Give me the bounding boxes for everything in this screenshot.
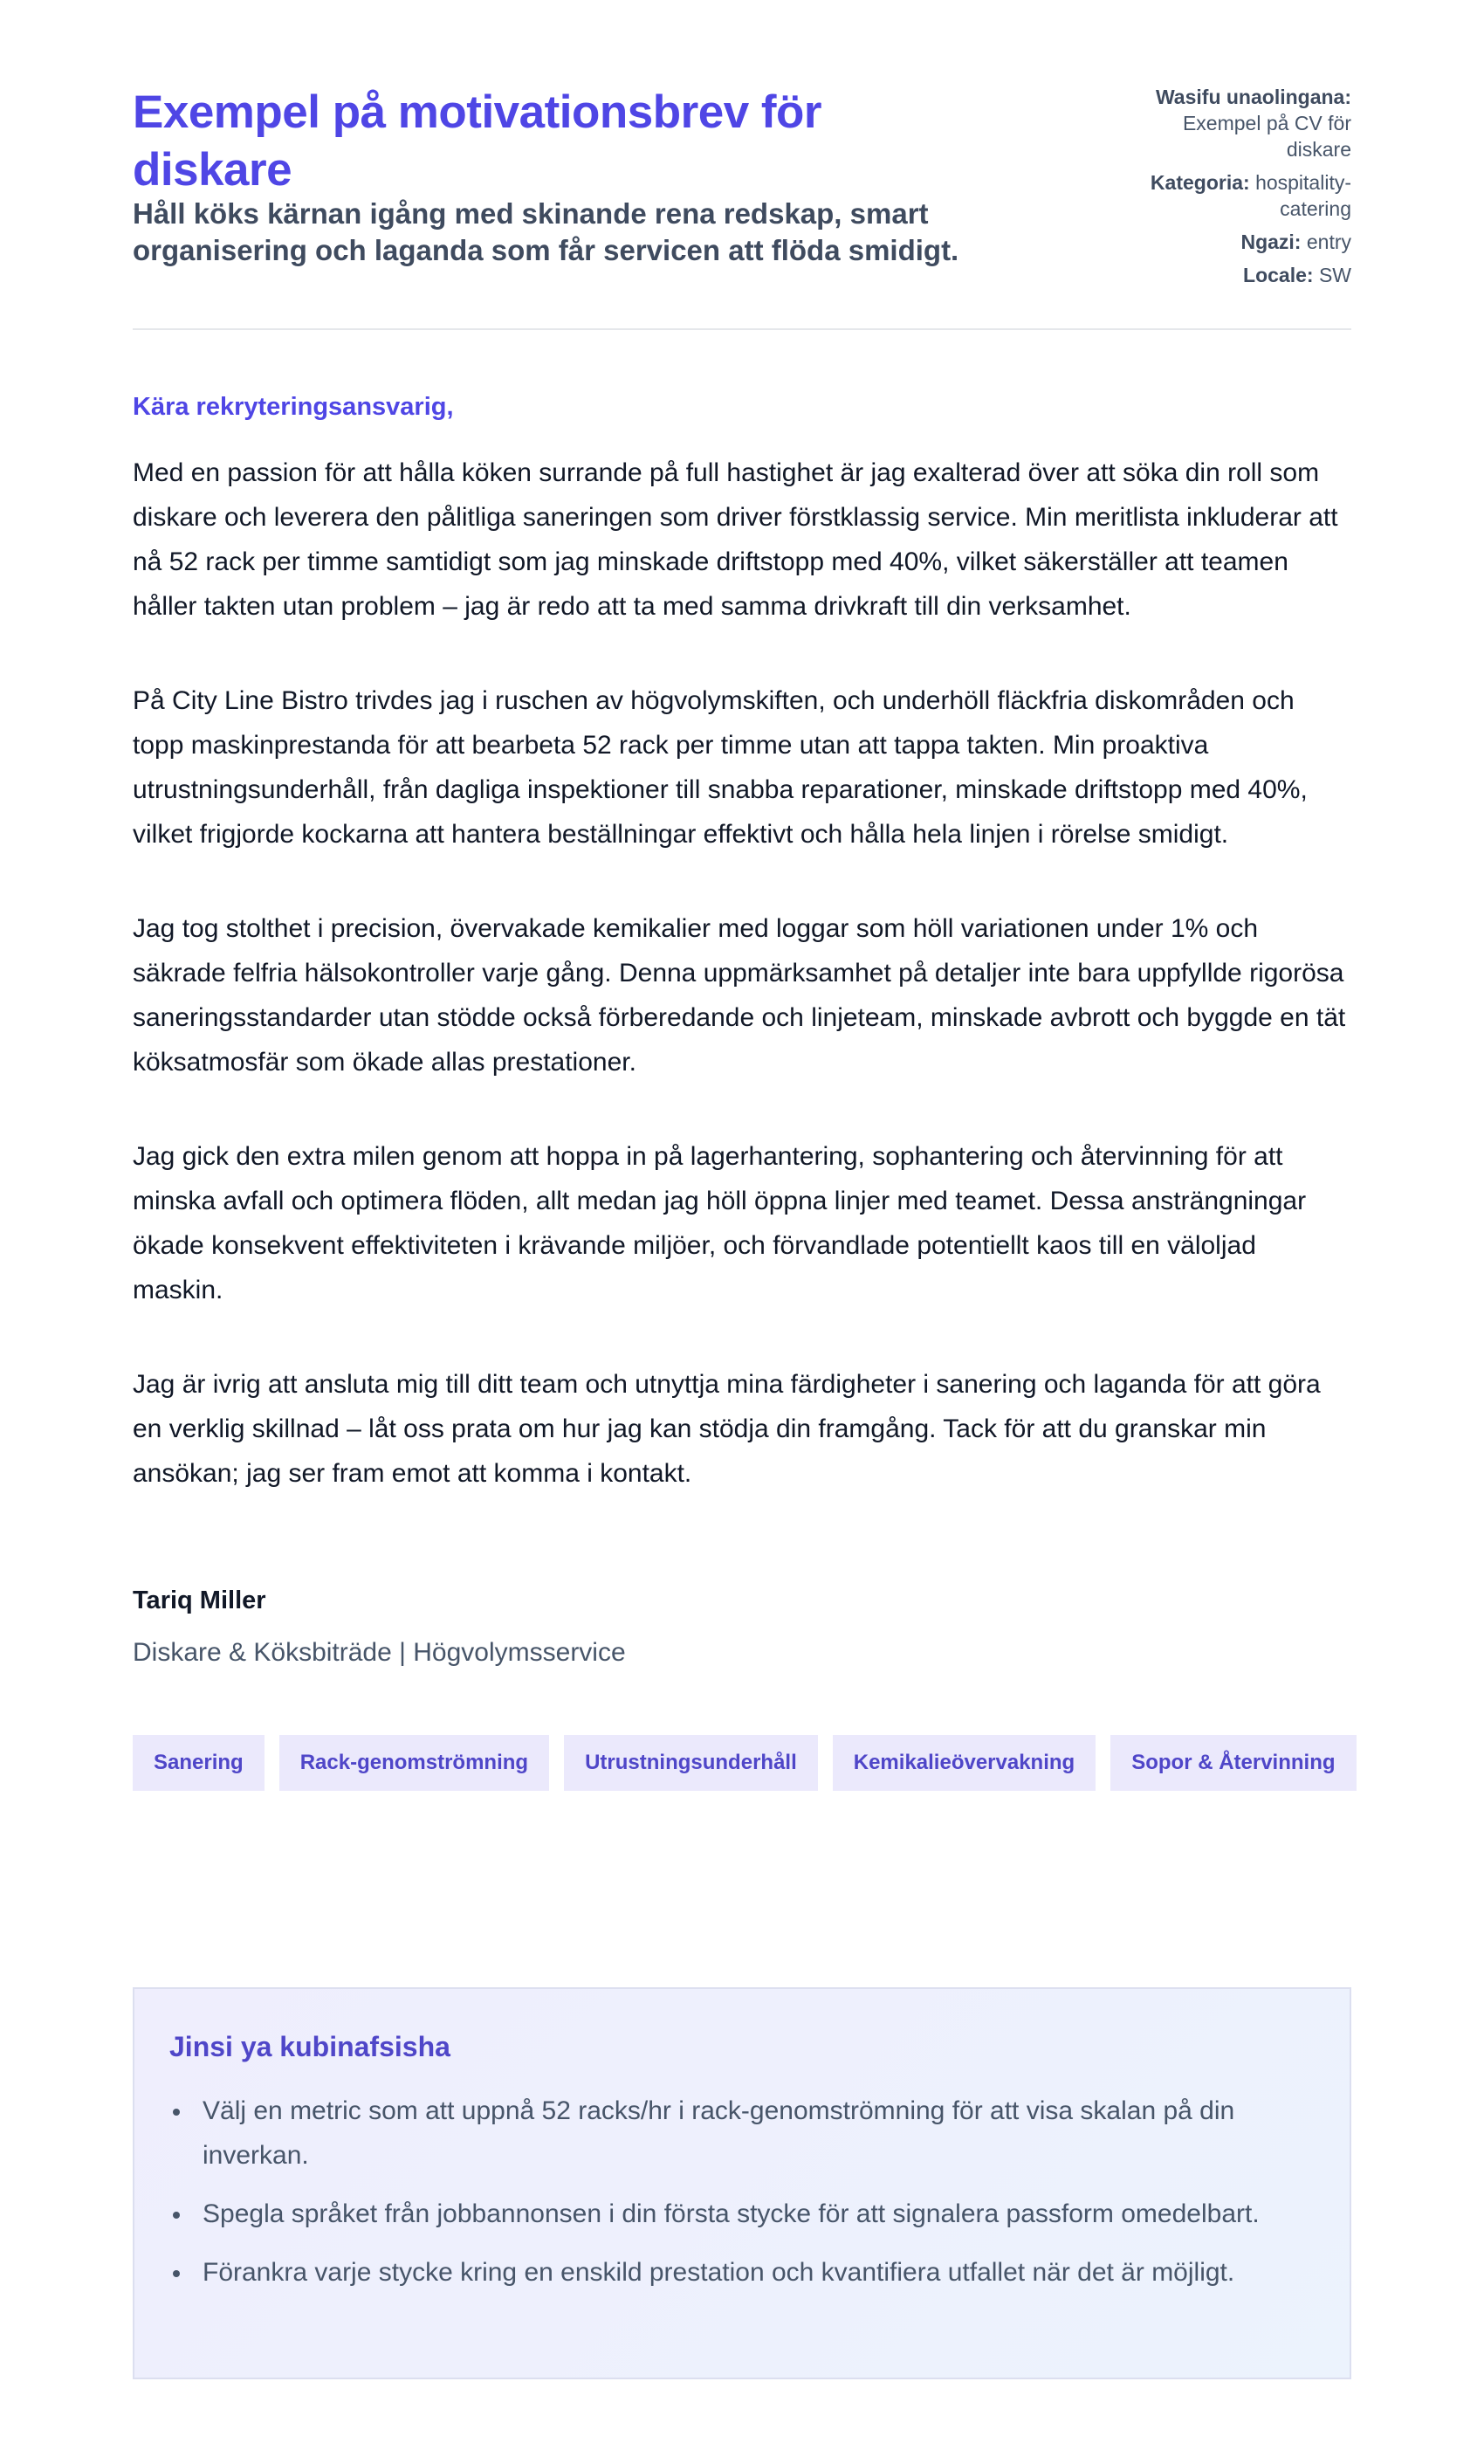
- tips-title: Jinsi ya kubinafsisha: [169, 2031, 450, 2062]
- page-title: Exempel på motivationsbrev för diskare: [133, 86, 822, 196]
- letter-body: [133, 389, 1351, 1496]
- skill-tag: Utrustningsunderhåll: [564, 1735, 818, 1791]
- meta-level-label: Ngazi:: [1240, 231, 1302, 253]
- letter-paragraph: På City Line Bistro trivdes jag i ruschen av högvolymskiften, och underhöll fläckfria diskområden och topp maskinprestanda för att bearbeta 52 rack per timme utan att tappa takten. Min proaktiva utrustningsunderhåll, från dagliga inspektioner till snabba reparationer, minskade driftstopp med 40%, vilket frigjorde kockarna att hantera beställningar effektivt och hålla hela linjen i rörelse smidigt.: [133, 686, 1308, 849]
- letter-paragraph: Jag tog stolthet i precision, övervakade kemikalier med loggar som höll variationen under 1% och säkrade felfria hälsokontroller varje gång. Denna uppmärksamhet på detaljer inte bara uppfyllde rigorösa saneringsstandarder utan stödde också förberedande och linjeteam, minskade avbrott och byggde en tät köksatmosfär som ökade allas prestationer.: [133, 914, 1346, 1077]
- meta-category-label: Kategoria:: [1150, 171, 1250, 194]
- skill-tag: Kemikalieövervakning: [833, 1735, 1096, 1791]
- meta-level-value: entry: [1306, 231, 1351, 253]
- skill-tag: Sanering: [133, 1735, 265, 1791]
- skill-tag: Rack-genomströmning: [279, 1735, 549, 1791]
- letter-paragraph: Jag gick den extra milen genom att hoppa in på lagerhantering, sophantering och återvinning för att minska avfall och optimera flöden, allt medan jag höll öppna linjer med teamet. Dessa ansträngningar ökade konsekvent effektiviteten i krävande miljöer, och förvandlade potentiellt kaos till en väloljad maskin.: [133, 1142, 1307, 1304]
- tip-item: Spegla språket från jobbannonsen i din första stycke för att signalera passform omedelbart.: [169, 2192, 1315, 2236]
- meta-locale-label: Locale:: [1243, 264, 1314, 286]
- meta-locale-value: SW: [1318, 264, 1351, 286]
- tip-item: Välj en metric som att uppnå 52 racks/hr i rack-genomströmning för att visa skalan på din inverkan.: [169, 2089, 1315, 2178]
- skill-tag: Sopor & Återvinning: [1110, 1735, 1356, 1791]
- customization-tips-box: [133, 1987, 1351, 2379]
- signature-title: Diskare & Köksbiträde | Högvolymsservice: [133, 1638, 626, 1667]
- page-header: [133, 84, 1351, 330]
- meta-level: [1124, 229, 1351, 255]
- signature-block: [133, 1583, 1351, 1670]
- header-titles: [133, 84, 1075, 269]
- cover-letter-page: [133, 84, 1351, 1791]
- meta-locale: [1124, 262, 1351, 288]
- meta-panel: [1124, 84, 1351, 295]
- meta-category-value: hospitality-catering: [1255, 171, 1351, 220]
- letter-paragraph: Jag är ivrig att ansluta mig till ditt team och utnyttja mina färdigheter i sanering och laganda för att göra en verklig skillnad – låt oss prata om hur jag kan stödja din framgång. Tack för att du granskar min ansökan; jag ser fram emot att komma i kontakt.: [133, 1370, 1321, 1488]
- page-subtitle: Håll köks kärnan igång med skinande rena redskap, smart organisering och laganda som får servicen att flöda smidigt.: [133, 197, 959, 266]
- meta-related: [1124, 84, 1351, 162]
- tip-item: Förankra varje stycke kring en enskild prestation och kvantifiera utfallet när det är möjligt.: [169, 2250, 1315, 2295]
- meta-category: [1124, 169, 1351, 222]
- salutation: Kära rekryteringsansvarig,: [133, 393, 454, 421]
- meta-related-label: Wasifu unaolingana:: [1155, 86, 1351, 108]
- meta-related-value[interactable]: Exempel på CV för diskare: [1182, 112, 1351, 161]
- letter-paragraph: Med en passion för att hålla köken surrande på full hastighet är jag exalterad över att söka din roll som diskare och leverera den pålitliga saneringen som driver förstklassig service. Min meritlista inkluderar att nå 52 rack per timme samtidigt som jag minskade driftstopp med 40%, vilket säkerställer att teamen håller takten utan problem – jag är redo att ta med samma drivkraft till din verksamhet.: [133, 458, 1338, 621]
- signature-name: Tariq Miller: [133, 1586, 266, 1614]
- tips-list: [169, 2089, 1315, 2295]
- skill-tags: [133, 1735, 1351, 1791]
